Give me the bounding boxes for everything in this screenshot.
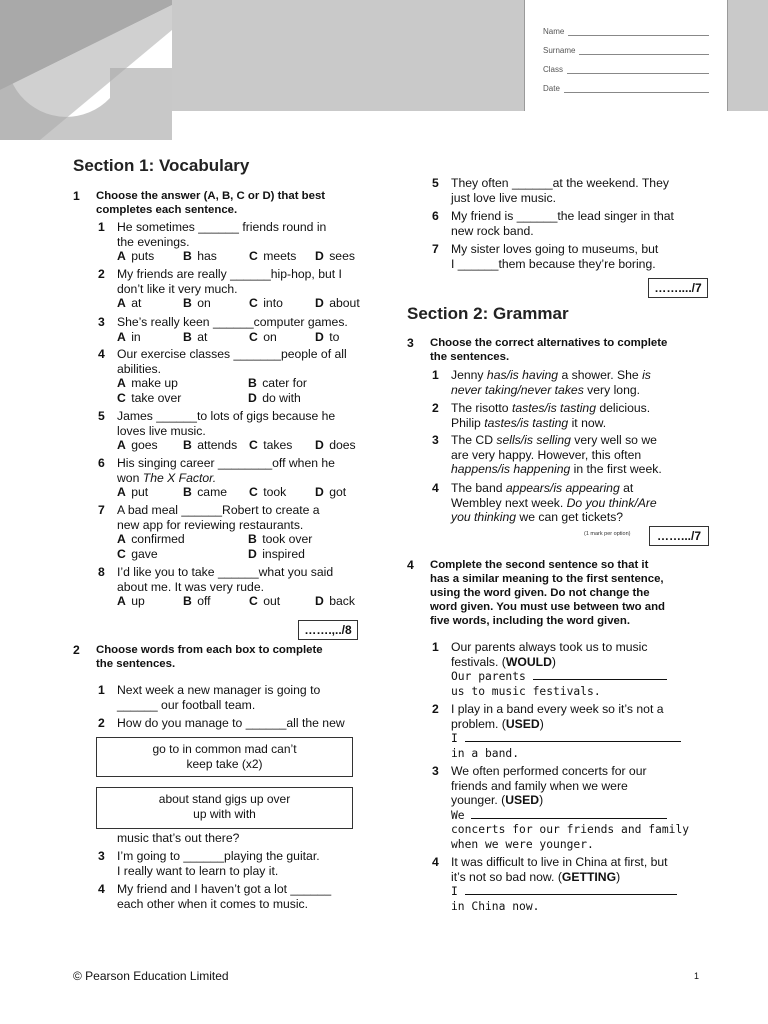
q1-item-3-number: 3 [98,315,105,329]
word-box-1 [96,737,353,777]
q1-item-4-number: 4 [98,347,105,361]
q4-instruction: Complete the second sentence so that it has a similar meaning to the first sentence, using the word given. Do not change the word given. You must use between two and five words, including the word given. [430,559,666,627]
q1-item-1-number: 1 [98,220,105,234]
q1-item-1-option-b[interactable]: B has [183,249,217,264]
q2-item-2-number: 2 [98,716,105,730]
q2-item-1-text[interactable]: Next week a new manager is going to ______ our football team. [117,683,321,712]
q1-item-7-option-b[interactable]: B took over [248,532,313,547]
q4-item-3-answer-line[interactable] [471,808,667,819]
q3-item-4-text[interactable]: The band appears/is appearing at Wembley next week. Do you think/Are you thinking we can get tickets? [451,481,657,525]
q1-item-3-option-c[interactable]: C on [249,329,277,344]
q3-item-3-number: 3 [432,433,439,447]
word-box-2-line-1: about stand gigs up over [158,792,291,806]
q1-item-2-option-b[interactable]: B on [183,296,211,311]
q2-item-4-number: 4 [98,882,105,896]
q3-item-2-text[interactable]: The risotto tastes/is tasting delicious. Philip tastes/is tasting it now. [451,401,651,430]
q1-item-3-option-b[interactable]: B at [183,329,208,344]
date-field[interactable] [543,84,709,93]
q4-item-2-text: I play in a band every week so it’s not a problem. (USED) I in a band. [451,702,721,761]
q1-item-2-option-a[interactable]: A at [117,296,142,311]
q1-item-1-option-c[interactable]: C meets [249,249,297,264]
q1-item-5-option-a[interactable]: A goes [117,438,158,453]
q1-item-7-option-d[interactable]: D inspired [248,546,305,561]
section1-title: Section 1: Vocabulary [73,156,250,175]
surname-field[interactable] [543,46,709,55]
footer-copyright: © Pearson Education Limited [73,969,229,983]
q1-item-5-option-b[interactable]: B attends [183,438,238,453]
q1-item-5-option-d[interactable]: D does [315,438,356,453]
q1-item-1-option-d[interactable]: D sees [315,249,355,264]
q1-item-5-number: 5 [98,409,105,423]
q4-item-1-text: Our parents always took us to music festivals. (WOULD) Our parents us to music festivals. [451,640,721,699]
q2-item-5-number: 5 [432,176,439,190]
q1-item-1-text: He sometimes ______ friends round in the evenings. [117,220,327,249]
q2-item-2-text-l2[interactable]: music that’s out there? [117,831,240,845]
section2-title: Section 2: Grammar [407,304,569,323]
q2-item-1-number: 1 [98,683,105,697]
q1-item-7-option-a[interactable]: A confirmed [117,532,185,547]
q2-score-box[interactable]: ……..../7 [648,278,708,298]
q1-item-4-option-d[interactable]: D do with [248,390,301,405]
q1-instruction: Choose the answer (A, B, C or D) that best completes each sentence. [96,190,326,216]
name-label: Name [543,27,565,36]
q1-item-6-text: His singing career ________off when he won The X Factor. [117,456,335,485]
q1-item-6-option-a[interactable]: A put [117,485,149,500]
q1-item-8-option-c[interactable]: C out [249,594,281,609]
q1-item-8-number: 8 [98,565,105,579]
class-label: Class [543,65,564,74]
q1-item-6-option-b[interactable]: B came [183,485,228,500]
q1-item-3-text: She’s really keen ______computer games. [117,315,348,329]
q4-number: 4 [407,558,414,572]
date-label: Date [543,84,560,93]
q1-item-7-text: A bad meal ______Robert to create a new app for reviewing restaurants. [117,503,320,532]
page-number: 1 [694,971,700,981]
q2-item-7-number: 7 [432,242,439,256]
q1-item-1-option-a[interactable]: A puts [117,249,155,264]
class-field[interactable] [543,65,709,74]
q1-item-4-text: Our exercise classes _______people of all abilities. [117,347,347,376]
q1-number: 1 [73,189,80,203]
q3-item-1-number: 1 [432,368,439,382]
q1-item-6-option-c[interactable]: C took [249,485,287,500]
word-box-2 [96,787,353,829]
q4-item-3-number: 3 [432,764,439,778]
q1-item-7-option-c[interactable]: C gave [117,546,158,561]
q2-item-6-number: 6 [432,209,439,223]
q4-item-3-text: We often performed concerts for our friends and family when we were younger. (USED) We concerts for our friends and family when we were younger. [451,764,690,851]
q1-item-4-option-b[interactable]: B cater for [248,376,307,391]
q1-item-8-text: I’d like you to take ______what you said about me. It was very rude. [117,565,334,594]
q1-item-8-option-a[interactable]: A up [117,594,145,609]
q3-score-box[interactable]: …….../7 [649,526,709,546]
q1-item-8-option-b[interactable]: B off [183,594,211,609]
q4-item-1-number: 1 [432,640,439,654]
q3-item-1-text[interactable]: Jenny has/is having a shower. She is never taking/never takes very long. [451,368,651,397]
surname-label: Surname [543,46,576,55]
q2-instruction: Choose words from each box to complete the sentences. [96,644,323,670]
q2-item-5-text[interactable]: They often ______at the weekend. They just love live music. [451,176,669,205]
logo-icon [0,0,172,140]
q2-item-4-text[interactable]: My friend and I haven’t got a lot ______ each other when it comes to music. [117,882,332,911]
q1-item-4-option-c[interactable]: C take over [117,390,182,405]
q4-item-4-text: It was difficult to live in China at first, but it’s not so bad now. (GETTING) I in China now. [451,855,721,914]
word-box-1-line-1: go to in common mad can’t [152,742,297,756]
q3-item-4-number: 4 [432,481,439,495]
word-box-1-line-2: keep take (x2) [186,756,263,771]
word-box-2-line-2: up with with [193,806,256,821]
q1-item-7-number: 7 [98,503,105,517]
q3-item-2-number: 2 [432,401,439,415]
q2-item-2-text-l1[interactable]: How do you manage to ______all the new [117,716,345,730]
q4-item-2-number: 2 [432,702,439,716]
q1-item-6-number: 6 [98,456,105,470]
q4-item-1-answer-line[interactable] [533,669,667,680]
q4-item-4-number: 4 [432,855,439,869]
q2-item-6-text[interactable]: My friend is ______the lead singer in that new rock band. [451,209,674,238]
q2-item-3-text[interactable]: I’m going to ______playing the guitar. I really want to learn to play it. [117,849,320,878]
q1-item-6-option-d[interactable]: D got [315,485,347,500]
q1-score-box[interactable]: …….,../8 [298,620,358,640]
q1-item-3-option-a[interactable]: A in [117,329,141,344]
q3-number: 3 [407,336,414,350]
q3-instruction: Choose the correct alternatives to complete the sentences. [430,337,668,363]
q3-item-3-text[interactable]: The CD sells/is selling very well so we are very happy. However, this often happens/is happening in the first week. [451,433,662,477]
q2-item-3-number: 3 [98,849,105,863]
q1-item-2-option-c[interactable]: C into [249,296,283,311]
q2-item-7-text[interactable]: My sister loves going to museums, but I ______them because they’re boring. [451,242,659,271]
name-field[interactable] [543,27,709,36]
q4-item-4-answer-line[interactable] [465,884,677,895]
q1-item-4-option-a[interactable]: A make up [117,376,178,391]
q4-item-2-answer-line[interactable] [465,731,681,742]
q1-item-2-text: My friends are really ______hip-hop, but I don’t like it very much. [117,267,342,296]
q1-item-2-number: 2 [98,267,105,281]
q1-item-5-text: James ______to lots of gigs because he loves live music. [117,409,336,438]
student-info-box [524,0,728,111]
q1-item-3-option-d[interactable]: D to [315,329,340,344]
q2-number: 2 [73,643,80,657]
mark-note: (1 mark per option) [584,531,631,537]
q1-item-2-option-d[interactable]: D about [315,296,360,311]
q1-item-5-option-c[interactable]: C takes [249,438,293,453]
q1-item-8-option-d[interactable]: D back [315,594,355,609]
